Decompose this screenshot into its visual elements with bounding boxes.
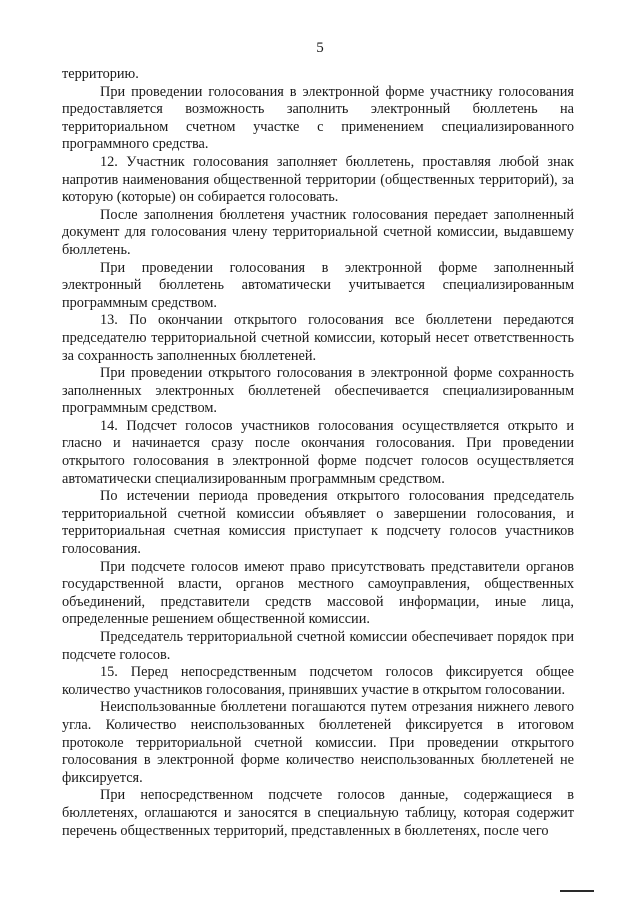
page-number: 5 bbox=[316, 40, 324, 56]
paragraph-electronic-ballot-counted: При проведении голосования в электронной форме заполненный электронный бюллетень автоматически учитывается специализированным программным средством. bbox=[62, 259, 574, 311]
paragraph-electronic-ballot-safekeeping: При проведении открытого голосования в электронной форме сохранность заполненных электронных бюллетеней обеспечивается специализированным программным средством. bbox=[62, 365, 574, 417]
paragraph-item-15: 15. Перед непосредственным подсчетом голосов фиксируется общее количество участников голосования, принявших участие в открытом голосовании. bbox=[62, 664, 574, 698]
footer-rule bbox=[560, 890, 594, 892]
paragraph-ballot-handover: После заполнения бюллетеня участник голосования передает заполненный документ для голосования члену территориальной счетной комиссии, выдавшему бюллетень. bbox=[62, 206, 574, 258]
document-body bbox=[62, 66, 574, 840]
paragraph-observers: При подсчете голосов имеют право присутствовать представители органов государственной власти, органов местного самоуправления, общественных объединений, представители средств массовой информации, иные лица, определенные решением общественной комиссии. bbox=[62, 558, 574, 628]
paragraph-unused-ballots: Неиспользованные бюллетени погашаются путем отрезания нижнего левого угла. Количество неиспользованных бюллетеней фиксируется в итоговом протоколе территориальной счетной комиссии. При проведении открытого голосования в электронной форме количество неиспользованных бюллетеней не фиксируется. bbox=[62, 699, 574, 786]
paragraph-electronic-ballot-at-station: При проведении голосования в электронной форме участнику голосования предоставляется возможность заполнить электронный бюллетень на территориальном счетном участке с применением специализированного программного средства. bbox=[62, 83, 574, 153]
paragraph-order-during-count: Председатель территориальной счетной комиссии обеспечивает порядок при подсчете голосов. bbox=[62, 629, 574, 663]
paragraph-item-13: 13. По окончании открытого голосования все бюллетени передаются председателю территориальной счетной комиссии, который несет ответственность за сохранность заполненных бюллетеней. bbox=[62, 312, 574, 364]
paragraph-continuation: территорию. bbox=[62, 66, 139, 82]
paragraph-item-14: 14. Подсчет голосов участников голосования осуществляется открыто и гласно и начинается сразу после окончания голосования. При проведении открытого голосования в электронной форме подсчет голосов осуществляется автоматически специализированным программным средством. bbox=[62, 417, 574, 487]
paragraph-voting-end: По истечении периода проведения открытого голосования председатель территориальной счетной комиссии объявляет о завершении голосования, и территориальная счетная комиссия приступает к подсчету голосов участников голосования. bbox=[62, 488, 574, 558]
paragraph-item-12: 12. Участник голосования заполняет бюллетень, проставляя любой знак напротив наименования общественной территории (общественных территорий), за которую (которые) он собирается голосовать. bbox=[62, 153, 574, 206]
paragraph-direct-count: При непосредственном подсчете голосов данные, содержащиеся в бюллетенях, оглашаются и заносятся в специальную таблицу, которая содержит перечень общественных территорий, представленных в бюллетенях, после чего bbox=[62, 787, 574, 839]
